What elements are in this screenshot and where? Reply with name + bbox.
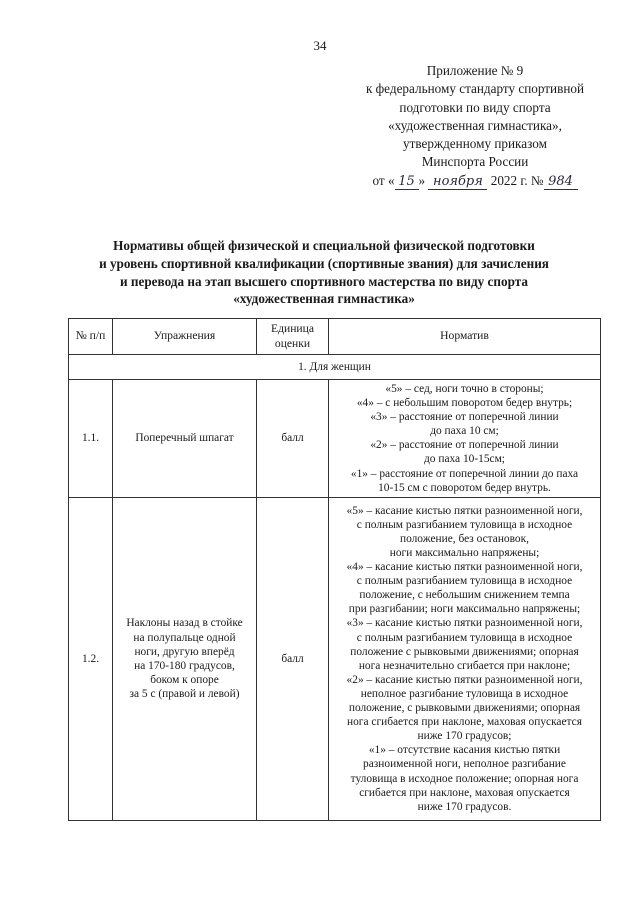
norm-line: «3» – расстояние от поперечной линии [370, 411, 559, 424]
norm-line: положение, без остановок, [399, 532, 530, 545]
norm-line: сгибается при наклоне, маховая опускается [359, 786, 570, 799]
exercise-line: Поперечный шпагат [135, 432, 234, 445]
norm-line: до паха 10 см; [430, 425, 499, 438]
norm-line: с полным разгибанием туловища в исходное [356, 518, 573, 531]
title-line: Нормативы общей физической и специальной физической подготовки [113, 238, 535, 253]
date-year: 2022 г. № [490, 172, 544, 188]
section-row [69, 355, 601, 380]
norm-line: ниже 170 градусов; [417, 730, 512, 743]
exercise-line: на 170-180 градусов, [134, 659, 235, 672]
page-number: 34 [313, 38, 327, 53]
header-norm: Норматив [329, 319, 601, 355]
header-exercise: Упражнения [113, 319, 257, 355]
norm-line: «5» – сед, ноги точно в стороны; [385, 383, 544, 395]
row-num: 1.2. [69, 497, 113, 820]
appendix-date-line [340, 172, 610, 190]
row-unit: балл [257, 497, 329, 820]
exercise-line: за 5 с (правой и левой) [129, 687, 240, 700]
row-norm [329, 497, 601, 820]
norm-line: туловища в исходное положение; опорная нога [350, 772, 579, 785]
header-unit: Единица оценки [257, 319, 329, 355]
row-unit: балл [257, 380, 329, 498]
row-exercise [113, 380, 257, 498]
exercise-line: ноги, другую вперёд [134, 645, 235, 658]
norm-line: «5» – касание кистью пятки разноименной ноги, [346, 504, 583, 517]
norm-line: неполное разгибание туловища в исходное [360, 687, 569, 700]
norm-line: ниже 170 градусов. [417, 800, 512, 813]
date-prefix: от « [372, 172, 395, 188]
handwritten-month: ноября [428, 175, 487, 190]
appendix-line: утвержденному приказом [403, 136, 547, 152]
appendix-block [340, 62, 610, 190]
handwritten-day: 15 [395, 175, 419, 190]
norm-line: «4» – касание кистью пятки разноименной ноги, [346, 561, 583, 574]
norm-line: «2» – расстояние от поперечной линии [370, 439, 559, 452]
exercise-line: боком к опоре [150, 673, 219, 686]
row-norm [329, 380, 601, 498]
title-line: и перевода на этап высшего спортивного мастерства по виду спорта [120, 273, 528, 289]
title-line: «художественная гимнастика» [233, 291, 415, 307]
section-label: 1. Для женщин [69, 355, 601, 380]
norm-line: нога незначительно сгибается при наклоне; [358, 659, 571, 672]
row-exercise [113, 497, 257, 820]
appendix-title: Приложение № 9 [426, 63, 524, 78]
norm-line: с полным разгибанием туловища в исходное [356, 631, 573, 644]
appendix-line: подготовки по виду спорта [399, 99, 551, 115]
norm-line: положение, с небольшим снижением темпа [359, 589, 570, 602]
norm-line: «1» – отсутствие касания кистью пятки [368, 744, 561, 757]
date-mid: » [418, 172, 426, 188]
norms-table [68, 318, 601, 821]
norm-line: «2» – касание кистью пятки разноименной ноги, [346, 673, 583, 686]
handwritten-order-number: 984 [544, 175, 578, 190]
appendix-line: Минспорта России [421, 154, 529, 170]
norm-line: разноименной ноги, неполное разгибание [363, 758, 566, 771]
appendix-line: «художественная гимнастика», [388, 117, 562, 133]
norm-line: при разгибании; ноги максимально напряжены; [348, 603, 581, 616]
exercise-line: Наклоны назад в стойке [126, 617, 243, 630]
exercise-line: на полупальце одной [133, 631, 236, 644]
norm-line: нога сгибается при наклоне, маховая опускается [347, 716, 582, 729]
norm-line: ноги максимально напряжены; [389, 547, 540, 559]
norm-line: положение, с рывковыми движениями; опорная [348, 702, 581, 715]
norm-line: «1» – расстояние от поперечной линии до паха [350, 467, 579, 480]
table-row [69, 380, 601, 498]
table-header-row [69, 319, 601, 355]
row-num: 1.1. [69, 380, 113, 498]
norm-line: «3» – касание кистью пятки разноименной ноги, [346, 617, 583, 630]
appendix-line: к федеральному стандарту спортивной [365, 81, 585, 97]
norm-line: до паха 10-15см; [424, 453, 505, 466]
header-num: № п/п [69, 319, 113, 355]
title-line: и уровень спортивной квалификации (спортивные звания) для зачисления [99, 255, 549, 271]
norm-line: 10-15 см с поворотом бедер внутрь. [378, 481, 551, 494]
norm-line: положение с рывковыми движениями; опорная [350, 645, 579, 658]
norm-line: «4» – с небольшим поворотом бедер внутрь; [356, 397, 573, 410]
norm-line: с полным разгибанием туловища в исходное [356, 575, 573, 588]
document-title [50, 237, 598, 308]
table-row [69, 497, 601, 820]
